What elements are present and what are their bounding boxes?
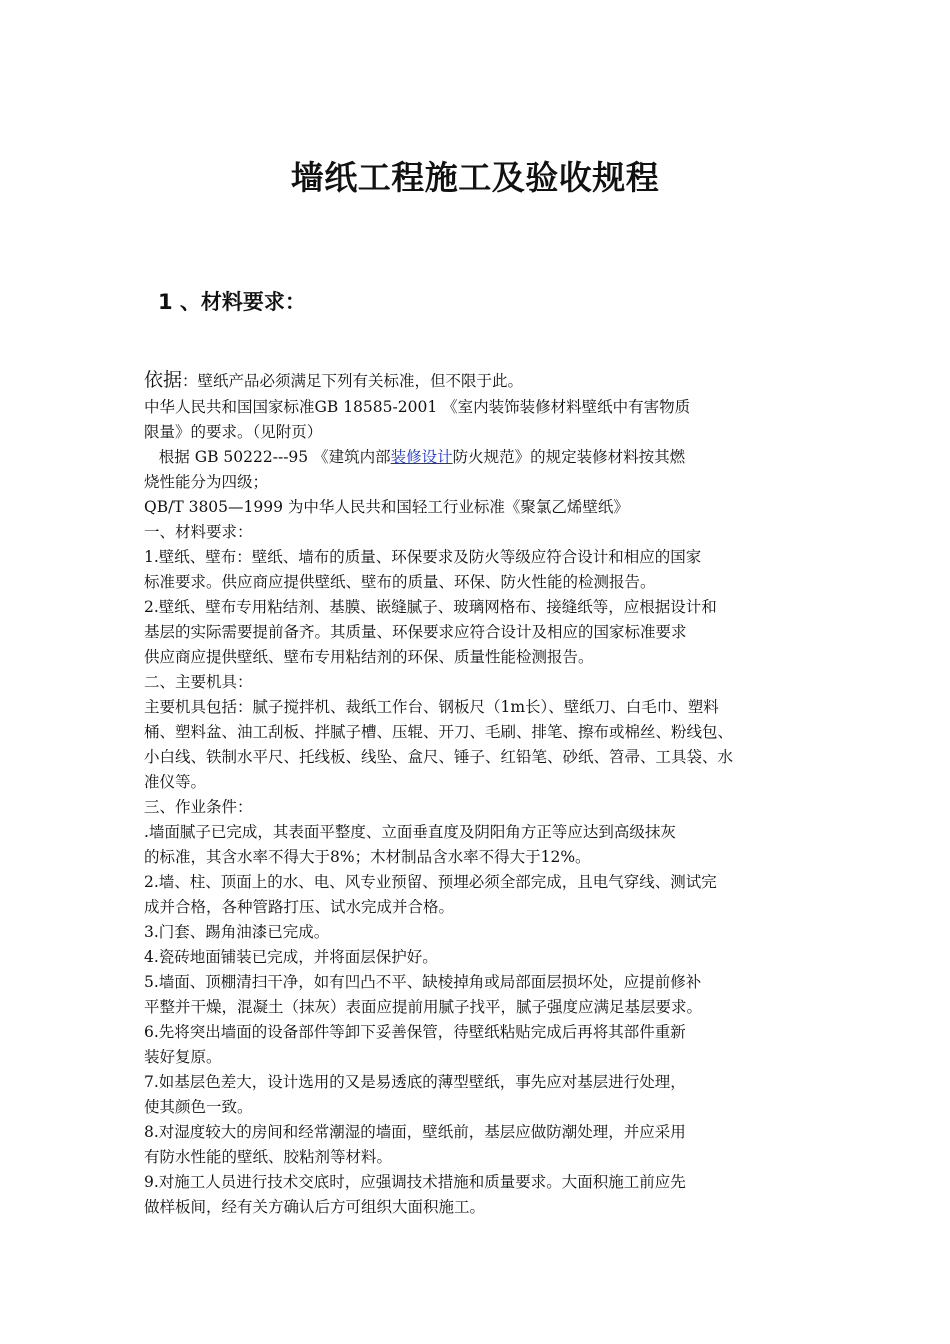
body-line: 1.壁纸、壁布：壁纸、墙布的质量、环保要求及防火等级应符合设计和相应的国家 — [144, 548, 702, 566]
body-line: 4.瓷砖地面铺装已完成，并将面层保护好。 — [144, 948, 438, 966]
body-line: 主要机具包括：腻子搅拌机、裁纸工作台、钢板尺（1m长）、壁纸刀、白毛巾、塑料 — [144, 698, 719, 716]
body-line: 中华人民共和国国家标准GB 18585-2001 《室内装饰装修材料壁纸中有害物质 — [144, 398, 691, 416]
fire-standard-line — [144, 445, 812, 470]
subsection-heading: 一、材料要求： — [144, 523, 253, 541]
basis-label: 依据 — [144, 369, 183, 391]
basis-text: ：壁纸产品必须满足下列有关标准，但不限于此。 — [182, 372, 524, 390]
decoration-design-link[interactable]: 装修设计 — [390, 448, 453, 466]
body-line: 6.先将突出墙面的设备部件等卸下妥善保管，待壁纸粘贴完成后再将其部件重新 — [144, 1023, 686, 1041]
body-line: 3.门套、踢角油漆已完成。 — [144, 923, 330, 941]
subsection-heading: 三、作业条件： — [144, 798, 253, 816]
body-line: 2.壁纸、壁布专用粘结剂、基膜、嵌缝腻子、玻璃网格布、接缝纸等，应根据设计和 — [144, 598, 717, 616]
body-line: 小白线、铁制水平尺、托线板、线坠、盒尺、锤子、红铅笔、砂纸、笤帚、工具袋、水 — [144, 748, 734, 766]
body-line: .墙面腻子已完成，其表面平整度、立面垂直度及阴阳角方正等应达到高级抹灰 — [144, 823, 676, 841]
body-line: 做样板间，经有关方确认后方可组织大面积施工。 — [144, 1198, 486, 1216]
body-line: 有防水性能的壁纸、胶粘剂等材料。 — [144, 1148, 393, 1166]
fire-line-before: 根据 GB 50222---95 《建筑内部 — [144, 448, 391, 466]
body-line: 装好复原。 — [144, 1048, 222, 1066]
body-line: 8.对湿度较大的房间和经常潮湿的墙面，壁纸前，基层应做防潮处理，并应采用 — [144, 1123, 686, 1141]
body-line: 桶、塑料盆、油工刮板、拌腻子槽、压辊、开刀、毛刷、排笔、擦布或棉丝、粉线包、 — [144, 723, 734, 741]
body-line: QB/T 3805—1999 为中华人民共和国轻工行业标准《聚氯乙烯壁纸》 — [144, 498, 629, 516]
subsection-heading: 二、主要机具： — [144, 673, 253, 691]
body-line: 9.对施工人员进行技术交底时，应强调技术措施和质量要求。大面积施工前应先 — [144, 1173, 686, 1191]
body-line: 5.墙面、顶棚清扫干净，如有凹凸不平、缺棱掉角或局部面层损坏处，应提前修补 — [144, 973, 702, 991]
section-heading-materials: 1 、材料要求： — [158, 290, 306, 314]
body-line: 使其颜色一致。 — [144, 1098, 253, 1116]
body-line: 烧性能分为四级； — [144, 473, 269, 491]
document-title: 墙纸工程施工及验收规程 — [290, 158, 660, 197]
document-body — [144, 366, 812, 1220]
body-line: 的标准，其含水率不得大于8%；木材制品含水率不得大于12%。 — [144, 848, 591, 866]
body-line: 成并合格，各种管路打压、试水完成并合格。 — [144, 898, 455, 916]
body-line: 供应商应提供壁纸、壁布专用粘结剂的环保、质量性能检测报告。 — [144, 648, 594, 666]
body-line: 准仪等。 — [144, 773, 207, 791]
fire-line-after: 防火规范》的规定装修材料按其燃 — [452, 448, 686, 466]
body-line: 2.墙、柱、顶面上的水、电、风专业预留、预埋必须全部完成，且电气穿线、测试完 — [144, 873, 717, 891]
body-line: 限量》的要求。（见附页） — [144, 423, 323, 441]
body-line: 7.如基层色差大，设计选用的又是易透底的薄型壁纸，事先应对基层进行处理， — [144, 1073, 686, 1091]
basis-line — [144, 366, 812, 395]
body-line: 基层的实际需要提前备齐。其质量、环保要求应符合设计及相应的国家标准要求 — [144, 623, 687, 641]
body-line: 平整并干燥，混凝土（抹灰）表面应提前用腻子找平，腻子强度应满足基层要求。 — [144, 998, 703, 1016]
body-line: 标准要求。供应商应提供壁纸、壁布的质量、环保、防火性能的检测报告。 — [144, 573, 656, 591]
